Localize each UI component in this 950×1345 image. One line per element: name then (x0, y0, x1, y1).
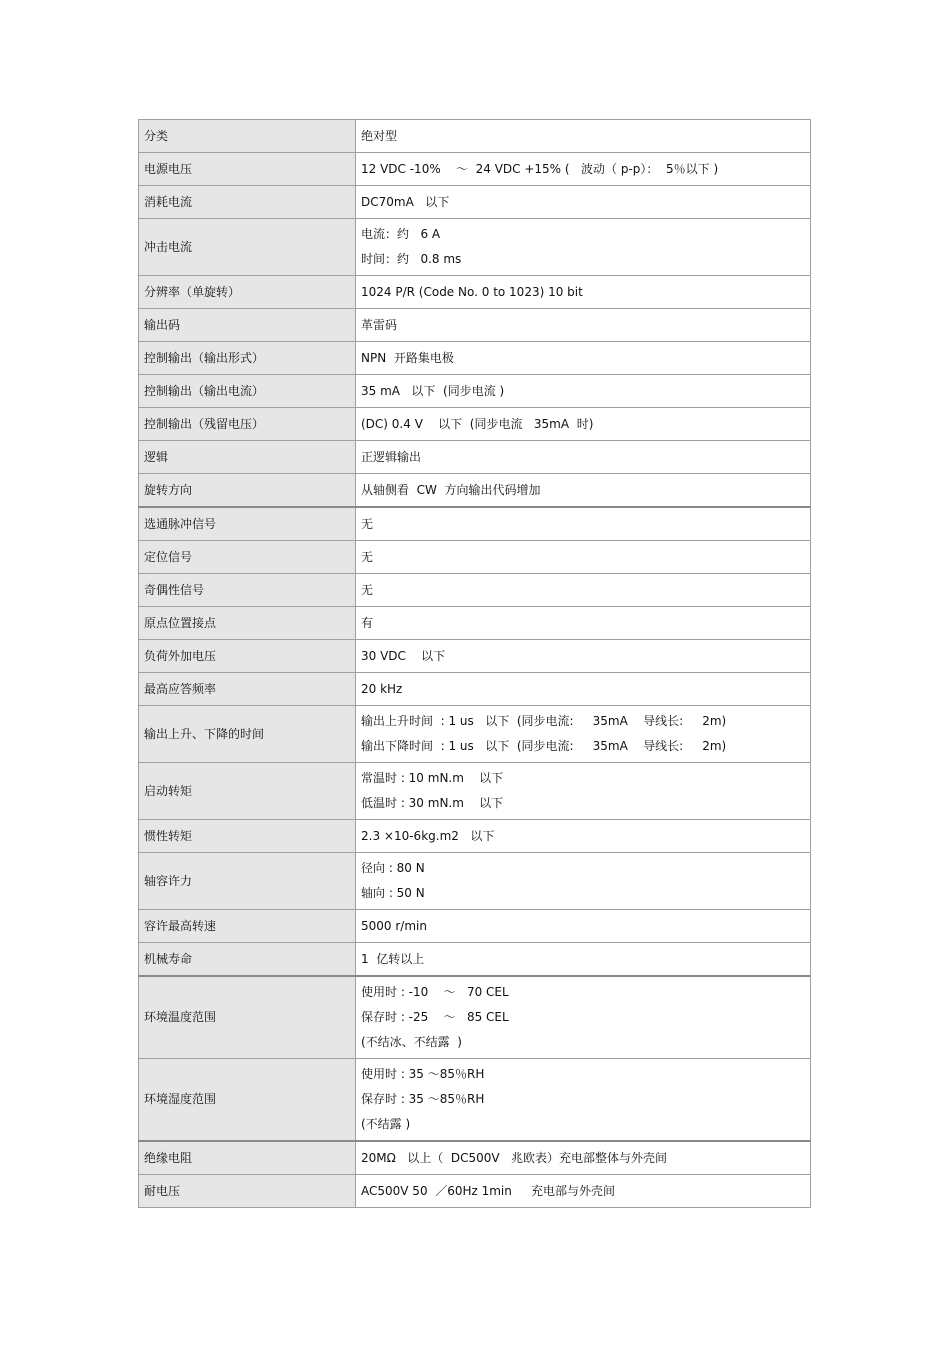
spec-value (356, 276, 811, 309)
spec-value (356, 342, 811, 375)
table-row (139, 219, 811, 276)
spec-value (356, 153, 811, 186)
table-row (139, 607, 811, 640)
table-row (139, 309, 811, 342)
spec-label: 冲击电流 (139, 219, 356, 276)
table-row (139, 976, 811, 1059)
spec-value (356, 186, 811, 219)
spec-value (356, 976, 811, 1059)
spec-label: 分类 (139, 120, 356, 153)
spec-value-line: 径向 : 80 N (361, 861, 425, 875)
table-row (139, 541, 811, 574)
spec-value-line: 正逻辑输出 (361, 449, 422, 464)
table-row (139, 1141, 811, 1175)
spec-value-line: 输出下降时间 : 1 us 以下 (同步电流: 35mA 导线长: 2m) (361, 739, 727, 753)
table-row (139, 153, 811, 186)
spec-label: 惯性转矩 (139, 820, 356, 853)
spec-value (356, 706, 811, 763)
spec-label: 奇偶性信号 (139, 574, 356, 607)
spec-table (138, 119, 811, 1208)
spec-value (356, 853, 811, 910)
spec-label: 负荷外加电压 (139, 640, 356, 673)
spec-value-line: 保存时 : -25 ～ 85 CEL (361, 1010, 509, 1024)
spec-value-line: 保存时 : 35 ～85％RH (361, 1092, 485, 1106)
spec-value-line: 20MΩ 以上（ DC500V 兆欧表）充电部整体与外壳间 (361, 1150, 668, 1165)
spec-label: 输出码 (139, 309, 356, 342)
spec-value-line: 使用时 : -10 ～ 70 CEL (361, 985, 509, 999)
table-row (139, 943, 811, 977)
spec-value-line: 时间：约 0.8 ms (361, 252, 462, 266)
spec-label: 耐电压 (139, 1175, 356, 1208)
spec-value-line: 2.3 ×10-6kg.m2 以下 (361, 828, 495, 843)
table-row (139, 1175, 811, 1208)
spec-value (356, 375, 811, 408)
table-row (139, 441, 811, 474)
spec-value (356, 474, 811, 508)
table-row (139, 408, 811, 441)
spec-value-line: 无 (361, 516, 374, 531)
spec-label: 输出上升、下降的时间 (139, 706, 356, 763)
spec-label: 分辨率（单旋转） (139, 276, 356, 309)
spec-value-line: DC70mA 以下 (361, 194, 450, 209)
spec-value-line: 输出上升时间 : 1 us 以下 (同步电流: 35mA 导线长: 2m) (361, 714, 727, 728)
table-row (139, 276, 811, 309)
spec-value (356, 910, 811, 943)
spec-value-line: 5000 r/min (361, 918, 427, 933)
spec-value-line: 电流：约 6 A (361, 227, 441, 241)
spec-label: 最高应答频率 (139, 673, 356, 706)
spec-label: 控制输出（输出形式） (139, 342, 356, 375)
spec-label: 消耗电流 (139, 186, 356, 219)
table-row (139, 1059, 811, 1142)
spec-value-line: 无 (361, 549, 374, 564)
spec-label: 逻辑 (139, 441, 356, 474)
spec-value-line: NPN 开路集电极 (361, 350, 454, 365)
spec-value-line: 常温时 : 10 mN.m 以下 (361, 771, 504, 785)
spec-value-line: 从轴侧看 CW 方向输出代码增加 (361, 482, 541, 497)
table-row (139, 820, 811, 853)
spec-value-line: 使用时 : 35 ～85％RH (361, 1067, 485, 1081)
spec-value (356, 763, 811, 820)
spec-value-line: 20 kHz (361, 681, 403, 696)
spec-label: 控制输出（残留电压） (139, 408, 356, 441)
spec-value-line: AC500V 50 ／60Hz 1min 充电部与外壳间 (361, 1183, 615, 1198)
spec-value (356, 607, 811, 640)
spec-value (356, 408, 811, 441)
spec-label: 容许最高转速 (139, 910, 356, 943)
spec-value-line: (不结冰、不结露 ) (361, 1035, 462, 1049)
spec-value (356, 943, 811, 977)
spec-value-line: (DC) 0.4 V 以下 (同步电流 35mA 时) (361, 416, 594, 431)
spec-value (356, 574, 811, 607)
table-row (139, 375, 811, 408)
table-row (139, 706, 811, 763)
spec-value (356, 1175, 811, 1208)
table-row (139, 640, 811, 673)
table-row (139, 574, 811, 607)
spec-value-line: 轴向 : 50 N (361, 886, 425, 900)
table-row (139, 507, 811, 541)
spec-table-body (139, 120, 811, 1208)
spec-label: 选通脉冲信号 (139, 507, 356, 541)
spec-label: 环境湿度范围 (139, 1059, 356, 1142)
spec-value-line: 1024 P/R (Code No. 0 to 1023) 10 bit (361, 284, 583, 299)
spec-value-line: 无 (361, 582, 374, 597)
spec-value-line: (不结露 ) (361, 1117, 411, 1131)
table-row (139, 342, 811, 375)
table-row (139, 120, 811, 153)
spec-value-line: 低温时 : 30 mN.m 以下 (361, 796, 504, 810)
spec-label: 轴容许力 (139, 853, 356, 910)
spec-label: 定位信号 (139, 541, 356, 574)
spec-value-line: 1 亿转以上 (361, 951, 425, 966)
spec-label: 电源电压 (139, 153, 356, 186)
spec-label: 绝缘电阻 (139, 1141, 356, 1175)
spec-value-line: 革雷码 (361, 317, 398, 332)
spec-value (356, 309, 811, 342)
spec-value (356, 541, 811, 574)
spec-value (356, 640, 811, 673)
spec-label: 原点位置接点 (139, 607, 356, 640)
spec-label: 环境温度范围 (139, 976, 356, 1059)
table-row (139, 673, 811, 706)
table-row (139, 910, 811, 943)
spec-label: 机械寿命 (139, 943, 356, 977)
table-row (139, 763, 811, 820)
table-row (139, 186, 811, 219)
spec-label: 启动转矩 (139, 763, 356, 820)
table-row (139, 853, 811, 910)
spec-value (356, 1141, 811, 1175)
spec-value (356, 820, 811, 853)
spec-value-line: 30 VDC 以下 (361, 648, 446, 663)
spec-value-line: 绝对型 (361, 128, 398, 143)
spec-value (356, 1059, 811, 1142)
spec-value-line: 有 (361, 615, 374, 630)
spec-value (356, 441, 811, 474)
spec-value (356, 507, 811, 541)
spec-label: 控制输出（输出电流） (139, 375, 356, 408)
spec-value (356, 120, 811, 153)
spec-label: 旋转方向 (139, 474, 356, 508)
spec-value (356, 673, 811, 706)
spec-value-line: 35 mA 以下 (同步电流 ) (361, 383, 505, 398)
table-row (139, 474, 811, 508)
spec-value (356, 219, 811, 276)
spec-value-line: 12 VDC -10% ～ 24 VDC +15% ( 波动（ p-p）： 5％以下 ) (361, 161, 719, 176)
